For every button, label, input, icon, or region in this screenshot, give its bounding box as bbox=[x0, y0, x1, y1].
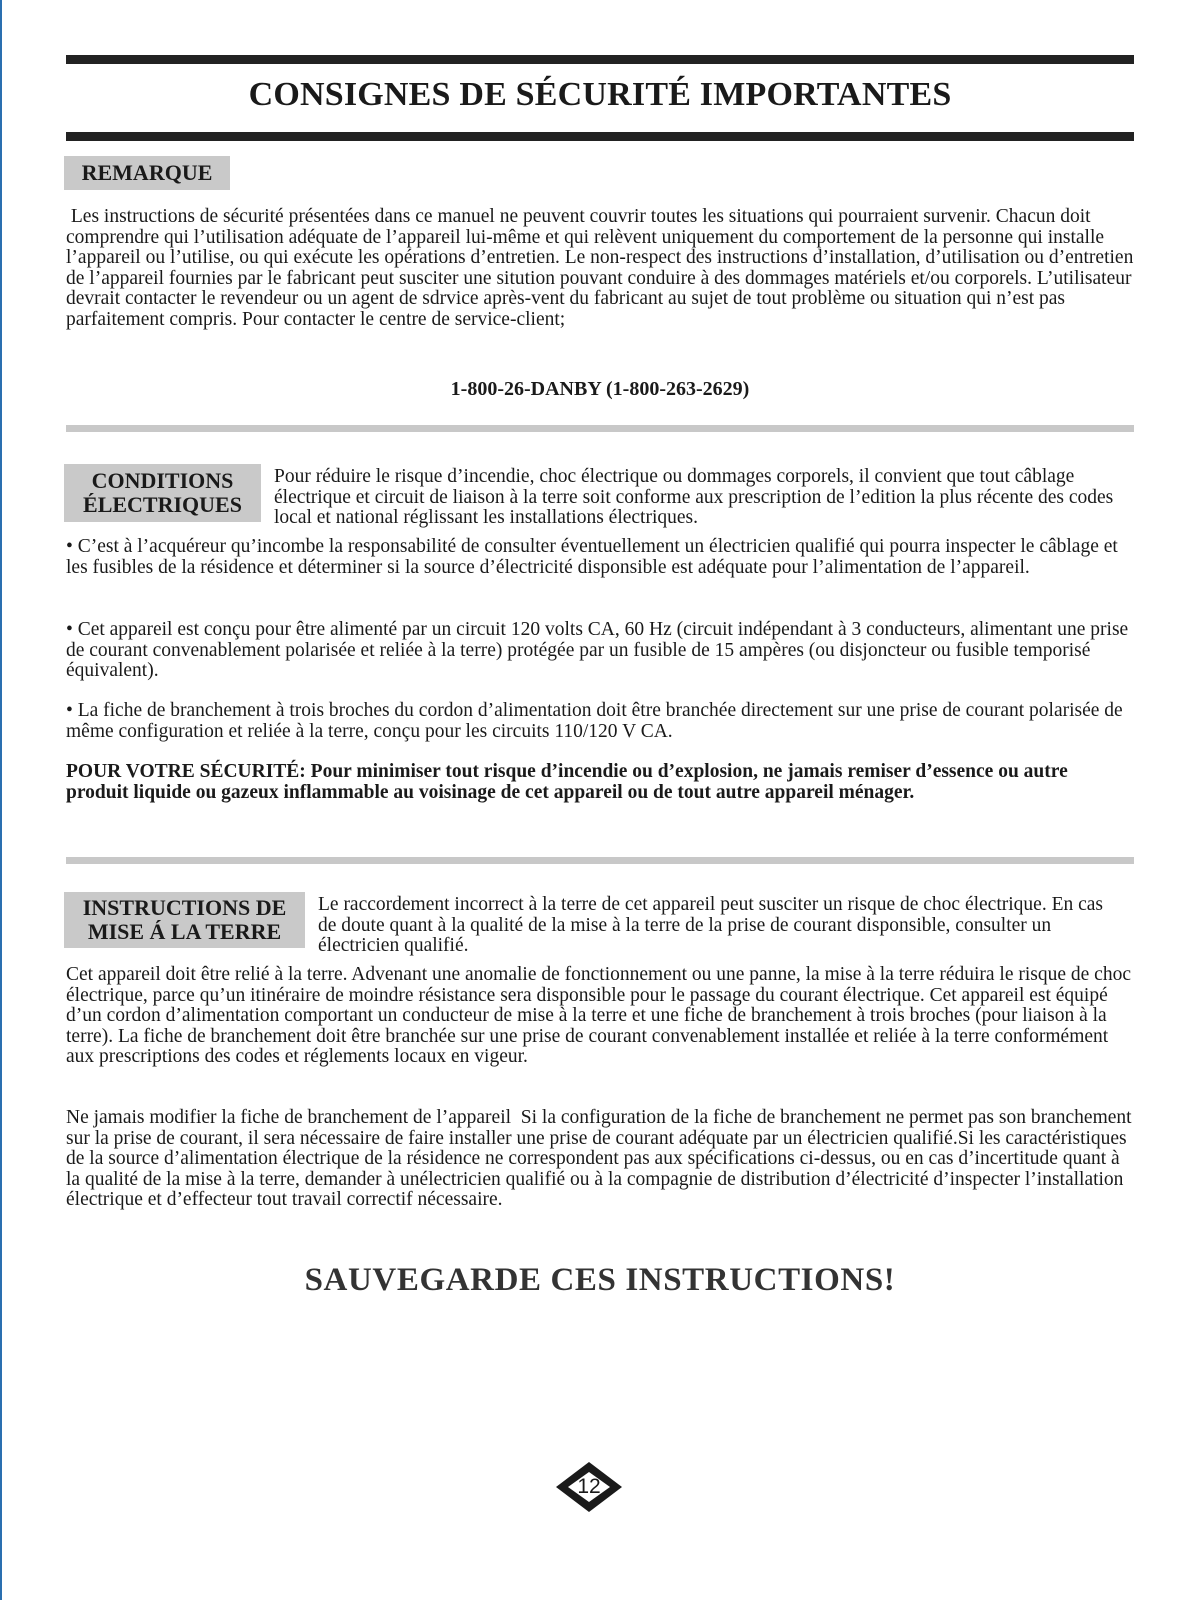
grounding-paragraph-1: Cet appareil doit être relié à la terre. Advenant une anomalie de fonctionnement ou une panne, la mise à la terre réduira le risque de choc électrique, parce qu’un itinéraire de moindre résistance sera disponsible pour le passage du courant électrique. Cet appareil est équipé d’un cordon d’alimentation comportant un conducteur de mise à la terre et une fiche de branchement à trois broches (pour liaison à la terre). La fiche de branchement doit être branchée sur une prise de courant convenablement installée et reliée à la terre conformément aux prescriptions des codes et réglements locaux en vigeur. bbox=[66, 964, 1131, 1067]
conditions-bullet-3: • La fiche de branchement à trois broches du cordon d’alimentation doit être branchée directement sur une prise de courant polarisée de même configuration et reliée à la terre, conçu pour les circuits 110/120 V CA. bbox=[66, 700, 1123, 742]
section-divider-2 bbox=[66, 857, 1134, 864]
grounding-label bbox=[64, 892, 305, 948]
top-rule bbox=[66, 55, 1134, 64]
page-number-badge bbox=[554, 1460, 624, 1514]
conditions-bullet-2: • Cet appareil est conçu pour être alimenté par un circuit 120 volts CA, 60 Hz (circuit indépendant à 3 conducteurs, alimentant une prise de courant convenablement polarisée et reliée à la terre) protégée par un fusible de 15 ampères (ou disjoncteur ou fusible temporisé équivalent). bbox=[66, 619, 1129, 681]
save-instructions-title: SAUVEGARDE CES INSTRUCTIONS! bbox=[304, 1262, 896, 1298]
service-phone-number: 1-800-26-DANBY (1-800-263-2629) bbox=[450, 378, 750, 400]
grounding-paragraph-2: Ne jamais modifier la fiche de branchement de l’appareil Si la configuration de la fiche de branchement ne permet pas son branchement sur la prise de courant, il sera nécessaire de faire installer une prise de courant adéquate par un électricien qualifié.Si les caractéristiques de la source d’alimentation électrique de la résidence ne correspondent pas aux spécifications ci-dessus, ou en cas d’incertitude quant à la qualité de la mise à la terre, demander à unélectricien qualifié ou à la compagnie de distribution d’électricité d’inspecter l’installation électrique et d’effecteur tout travail correctif nécessaire. bbox=[66, 1107, 1137, 1210]
title-bottom-rule bbox=[66, 132, 1134, 141]
page-title: CONSIGNES DE SÉCURITÉ IMPORTANTES bbox=[248, 76, 952, 113]
section-divider-1 bbox=[66, 425, 1134, 432]
conditions-label-line1: CONDITIONS bbox=[91, 468, 234, 493]
safety-warning: POUR VOTRE SÉCURITÉ: Pour minimiser tout risque d’incendie ou d’explosion, ne jamais remiser d’essence ou autre produit liquide ou gazeux inflammable au voisinage de cet appareil ou de tout autre appareil ménager. bbox=[66, 761, 1068, 803]
conditions-intro: Pour réduire le risque d’incendie, choc électrique ou dommages corporels, il convient que tout câblage électrique et circuit de liaison à la terre soit conforme aux prescription de l’edition la plus récente des codes local et national réglissant les installations électriques. bbox=[274, 466, 1114, 528]
remarque-label bbox=[64, 156, 230, 190]
conditions-label bbox=[64, 464, 261, 522]
remarque-label-text: REMARQUE bbox=[81, 160, 213, 185]
conditions-label-line2: ÉLECTRIQUES bbox=[83, 492, 242, 517]
grounding-label-line1: INSTRUCTIONS DE bbox=[82, 895, 287, 920]
conditions-bullet-1: • C’est à l’acquéreur qu’incombe la responsabilité de consulter éventuellement un électricien qualifié qui pourra inspecter le câblage et les fusibles de la résidence et déterminer si la source d’électricité disponsible est adéquate pour l’alimentation de l’appareil. bbox=[66, 536, 1118, 578]
remarque-text: Les instructions de sécurité présentées dans ce manuel ne peuvent couvrir toutes les situations qui pourraient survenir. Chacun doit comprendre qui l’utilisation adéquate de l’appareil lui-même et qui relèvent uniquement du comportement de la personne qui installe l’appareil ou l’utilise, ou qui exécute les opérations d’entretien. Le non-respect des instructions d’installation, d’utilisation ou d’entretien de l’appareil fournies par le fabricant peut susciter une sitution pouvant conduire à des dommages matériels et/ou corporels. L’utilisateur devrait contacter le revendeur ou un agent de sdrvice après-vent du fabricant au sujet de tout problème ou situation qui n’est pas parfaitement compris. Pour contacter le centre de service-client; bbox=[66, 206, 1139, 330]
page-number: 12 bbox=[577, 1475, 601, 1498]
page-edge-line bbox=[0, 0, 2, 1600]
grounding-label-line2: MISE Á LA TERRE bbox=[87, 919, 282, 944]
grounding-intro: Le raccordement incorrect à la terre de cet appareil peut susciter un risque de choc électrique. En cas de doute quant à la qualité de la mise à la terre de la prise de courant disponsible, consulter un électricien qualifié. bbox=[318, 894, 1104, 956]
